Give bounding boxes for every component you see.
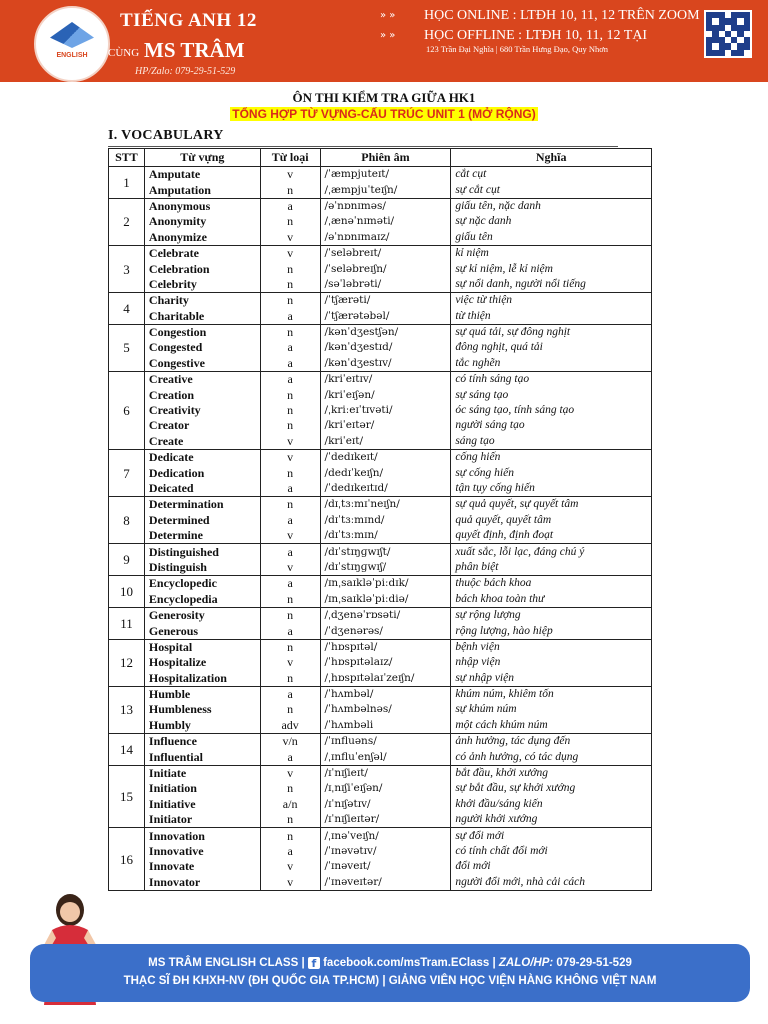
vocab-word: Congested — [144, 340, 260, 355]
meaning: có tính sáng tạo — [451, 372, 652, 388]
part-of-speech: v — [260, 560, 320, 576]
pronunciation: /kriˈeɪtər/ — [320, 418, 451, 433]
vocab-word: Initiate — [144, 765, 260, 781]
table-row — [109, 497, 652, 513]
meaning: rộng lượng, hào hiệp — [451, 623, 652, 639]
vocab-word: Initiation — [144, 781, 260, 796]
meaning: sáng tạo — [451, 434, 652, 450]
facebook-link[interactable]: facebook.com/msTram.EClass | — [323, 957, 496, 969]
pronunciation: /əˈnɒnɪməs/ — [320, 198, 451, 214]
meaning: sự sáng tạo — [451, 387, 652, 402]
table-row — [109, 465, 652, 480]
column-header: Từ loại — [260, 149, 320, 167]
meaning: tận tụy cống hiến — [451, 481, 652, 497]
pronunciation: /ɪˌnɪʃiˈeɪʃən/ — [320, 781, 451, 796]
row-number: 14 — [109, 734, 145, 766]
row-number: 10 — [109, 576, 145, 608]
table-row — [109, 340, 652, 355]
table-row — [109, 450, 652, 466]
part-of-speech: n — [260, 293, 320, 309]
section-heading: I. VOCABULARY — [108, 128, 224, 143]
vocab-word: Celebrity — [144, 277, 260, 293]
vocab-word: Distinguish — [144, 560, 260, 576]
footer-phone: 079-29-51-529 — [556, 957, 632, 969]
row-number: 7 — [109, 450, 145, 497]
meaning: sự kỉ niệm, lễ kỉ niệm — [451, 261, 652, 276]
vocab-word: Determined — [144, 513, 260, 528]
vocab-word: Anonymity — [144, 214, 260, 229]
table-row — [109, 544, 652, 560]
table-row — [109, 702, 652, 717]
meaning: có tính chất đổi mới — [451, 844, 652, 859]
meaning: quyết định, định đoạt — [451, 528, 652, 544]
vocab-word: Innovation — [144, 828, 260, 844]
vocab-word: Determination — [144, 497, 260, 513]
part-of-speech: v — [260, 859, 320, 874]
vocab-word: Determine — [144, 528, 260, 544]
table-row — [109, 372, 652, 388]
table-row — [109, 875, 652, 891]
page-subtitle — [0, 107, 768, 121]
part-of-speech: adv — [260, 718, 320, 734]
pronunciation: /kriˈeɪt/ — [320, 434, 451, 450]
part-of-speech: n — [260, 387, 320, 402]
meaning: sự nhập viện — [451, 671, 652, 687]
table-row — [109, 309, 652, 325]
part-of-speech: v — [260, 875, 320, 891]
part-of-speech: a — [260, 544, 320, 560]
pronunciation: /ˈɪnəvətɪv/ — [320, 844, 451, 859]
vocab-word: Distinguished — [144, 544, 260, 560]
pronunciation: /ɪnˌsaɪkləˈpiːdɪk/ — [320, 576, 451, 592]
meaning: nhập viện — [451, 655, 652, 670]
pronunciation: /əˈnɒnɪmaɪz/ — [320, 230, 451, 246]
meaning: khởi đầu/sáng kiến — [451, 797, 652, 812]
pronunciation: /ˈseləbreɪt/ — [320, 245, 451, 261]
part-of-speech: v — [260, 528, 320, 544]
part-of-speech: n — [260, 324, 320, 340]
column-header: STT — [109, 149, 145, 167]
table-row — [109, 245, 652, 261]
facebook-icon: f — [308, 957, 320, 969]
divider — [108, 146, 618, 147]
pronunciation: /ˌænəˈnɪməti/ — [320, 214, 451, 229]
part-of-speech: a — [260, 198, 320, 214]
row-number: 5 — [109, 324, 145, 371]
vocab-word: Charity — [144, 293, 260, 309]
pronunciation: /ˌɪnəˈveɪʃn/ — [320, 828, 451, 844]
column-header: Nghĩa — [451, 149, 652, 167]
vocab-word: Dedicate — [144, 450, 260, 466]
part-of-speech: a — [260, 340, 320, 355]
vocab-word: Anonymize — [144, 230, 260, 246]
pronunciation: /kriˈeɪʃən/ — [320, 387, 451, 402]
vocab-word: Creation — [144, 387, 260, 402]
table-row — [109, 592, 652, 608]
meaning: xuất sắc, lỗi lạc, đáng chú ý — [451, 544, 652, 560]
meaning: phân biệt — [451, 560, 652, 576]
row-number: 3 — [109, 245, 145, 292]
school-logo — [34, 6, 110, 82]
meaning: bách khoa toàn thư — [451, 592, 652, 608]
row-number: 11 — [109, 607, 145, 639]
part-of-speech: n — [260, 418, 320, 433]
footer-line-1 — [30, 957, 750, 969]
pronunciation: /ˌdʒenəˈrɒsəti/ — [320, 607, 451, 623]
part-of-speech: v — [260, 230, 320, 246]
part-of-speech: n — [260, 497, 320, 513]
meaning: người sáng tạo — [451, 418, 652, 433]
vocab-word: Creative — [144, 372, 260, 388]
table-row — [109, 859, 652, 874]
vocab-word: Amputate — [144, 167, 260, 183]
meaning: sự khúm núm — [451, 702, 652, 717]
vocab-word: Charitable — [144, 309, 260, 325]
table-row — [109, 403, 652, 418]
header-banner — [0, 0, 768, 82]
vocab-word: Humbleness — [144, 702, 260, 717]
part-of-speech: v — [260, 434, 320, 450]
pronunciation: /ˌɪnfluˈenʃəl/ — [320, 749, 451, 765]
meaning: sự cống hiến — [451, 465, 652, 480]
table-row — [109, 513, 652, 528]
pronunciation: /kənˈdʒestʃən/ — [320, 324, 451, 340]
class-name: MS TRÂM ENGLISH CLASS | — [148, 957, 305, 969]
online-classes: HỌC ONLINE : LTĐH 10, 11, 12 TRÊN ZOOM — [424, 8, 700, 23]
pronunciation: /ˌæmpjuˈteɪʃn/ — [320, 182, 451, 198]
part-of-speech: n — [260, 828, 320, 844]
meaning: sự nổi danh, người nổi tiếng — [451, 277, 652, 293]
meaning: sự cắt cụt — [451, 182, 652, 198]
footer-line-2: THẠC SĨ ĐH KHXH-NV (ĐH QUỐC GIA TP.HCM) | GIẢNG VIÊN HỌC VIỆN HÀNG KHÔNG VIỆT NAM — [123, 975, 657, 987]
part-of-speech: a — [260, 309, 320, 325]
pronunciation: /ˈhʌmbəli — [320, 718, 451, 734]
pronunciation: /kriˈeɪtɪv/ — [320, 372, 451, 388]
part-of-speech: v — [260, 655, 320, 670]
vocab-word: Generosity — [144, 607, 260, 623]
pronunciation: /dɪˈstɪŋɡwɪʃt/ — [320, 544, 451, 560]
part-of-speech: a — [260, 372, 320, 388]
page-title: ÔN THI KIỂM TRA GIỮA HK1 — [292, 90, 476, 105]
pronunciation: /kənˈdʒestɪv/ — [320, 356, 451, 372]
brand-name: MS TRÂM — [144, 38, 245, 62]
part-of-speech: n — [260, 182, 320, 198]
table-row — [109, 686, 652, 702]
brand-title: TIẾNG ANH 12 — [120, 10, 257, 31]
vocab-word: Influence — [144, 734, 260, 750]
pronunciation: /ˌkriːeɪˈtɪvəti/ — [320, 403, 451, 418]
table-row — [109, 797, 652, 812]
table-row — [109, 623, 652, 639]
row-number: 13 — [109, 686, 145, 733]
vocab-word: Hospitalize — [144, 655, 260, 670]
part-of-speech: a — [260, 844, 320, 859]
meaning: sự rộng lượng — [451, 607, 652, 623]
vocab-word: Create — [144, 434, 260, 450]
part-of-speech: a — [260, 576, 320, 592]
table-row — [109, 261, 652, 276]
row-number: 8 — [109, 497, 145, 544]
table-row — [109, 607, 652, 623]
meaning: việc từ thiện — [451, 293, 652, 309]
vocab-word: Celebrate — [144, 245, 260, 261]
pronunciation: /ˌhɒspɪtəlaɪˈzeɪʃn/ — [320, 671, 451, 687]
vocab-word: Humbly — [144, 718, 260, 734]
table-row — [109, 844, 652, 859]
pronunciation: /ˈɪnfluəns/ — [320, 734, 451, 750]
brand-phone: HP/Zalo: 079-29-51-529 — [135, 66, 236, 77]
table-row — [109, 182, 652, 198]
meaning: thuộc bách khoa — [451, 576, 652, 592]
pronunciation: /ˈhɒspɪtəl/ — [320, 639, 451, 655]
arrow-icon: » » — [380, 10, 396, 21]
part-of-speech: n — [260, 403, 320, 418]
row-number: 2 — [109, 198, 145, 245]
part-of-speech: a/n — [260, 797, 320, 812]
pronunciation: /dɪˌtɜːmɪˈneɪʃn/ — [320, 497, 451, 513]
meaning: có ảnh hưởng, có tác dụng — [451, 749, 652, 765]
table-header-row — [109, 149, 652, 167]
offline-classes: HỌC OFFLINE : LTĐH 10, 11, 12 TẠI — [424, 28, 648, 43]
meaning: đổi mới — [451, 859, 652, 874]
part-of-speech: a — [260, 686, 320, 702]
part-of-speech: n — [260, 702, 320, 717]
meaning: cắt cụt — [451, 167, 652, 183]
pronunciation: /ɪˈnɪʃieɪt/ — [320, 765, 451, 781]
table-row — [109, 356, 652, 372]
meaning: quả quyết, quyết tâm — [451, 513, 652, 528]
row-number: 4 — [109, 293, 145, 325]
zalo-label: ZALO/HP: — [498, 957, 554, 969]
part-of-speech: n — [260, 671, 320, 687]
vocab-word: Initiator — [144, 812, 260, 828]
vocab-word: Celebration — [144, 261, 260, 276]
pronunciation: /ˈhʌmbəl/ — [320, 686, 451, 702]
part-of-speech: a — [260, 749, 320, 765]
table-row — [109, 481, 652, 497]
pronunciation: /dɪˈtɜːmɪnd/ — [320, 513, 451, 528]
vocab-word: Congestive — [144, 356, 260, 372]
vocab-word: Innovative — [144, 844, 260, 859]
table-row — [109, 434, 652, 450]
vocab-word: Encyclopedic — [144, 576, 260, 592]
pronunciation: /dɪˈstɪŋɡwɪʃ/ — [320, 560, 451, 576]
meaning: đông nghịt, quá tải — [451, 340, 652, 355]
meaning: cống hiến — [451, 450, 652, 466]
meaning: một cách khúm núm — [451, 718, 652, 734]
vocab-word: Hospital — [144, 639, 260, 655]
arrow-icon: » » — [380, 30, 396, 41]
pronunciation: /ˈdedɪkeɪtɪd/ — [320, 481, 451, 497]
table-row — [109, 639, 652, 655]
book-logo-icon — [50, 22, 94, 48]
part-of-speech: v/n — [260, 734, 320, 750]
row-number: 12 — [109, 639, 145, 686]
logo-mark: ENGLISH — [56, 52, 88, 59]
table-row — [109, 734, 652, 750]
pronunciation: /ˈhʌmbəlnəs/ — [320, 702, 451, 717]
pronunciation: /ˈhɒspɪtəlaɪz/ — [320, 655, 451, 670]
brand-prefix: CÙNG — [108, 47, 140, 59]
row-number: 9 — [109, 544, 145, 576]
vocab-word: Amputation — [144, 182, 260, 198]
table-row — [109, 781, 652, 796]
qr-code-icon — [704, 10, 752, 58]
table-row — [109, 528, 652, 544]
part-of-speech: n — [260, 607, 320, 623]
table-row — [109, 214, 652, 229]
pronunciation: /kənˈdʒestɪd/ — [320, 340, 451, 355]
part-of-speech: n — [260, 781, 320, 796]
part-of-speech: n — [260, 261, 320, 276]
part-of-speech: v — [260, 765, 320, 781]
meaning: ảnh hưởng, tác dụng đến — [451, 734, 652, 750]
table-row — [109, 230, 652, 246]
pronunciation: /dedɪˈkeɪʃn/ — [320, 465, 451, 480]
vocab-word: Creativity — [144, 403, 260, 418]
table-row — [109, 293, 652, 309]
meaning: giấu tên, nặc danh — [451, 198, 652, 214]
vocab-word: Generous — [144, 623, 260, 639]
table-row — [109, 387, 652, 402]
part-of-speech: a — [260, 623, 320, 639]
part-of-speech: v — [260, 245, 320, 261]
column-header: Từ vựng — [144, 149, 260, 167]
pronunciation: /ɪnˌsaɪkləˈpiːdiə/ — [320, 592, 451, 608]
pronunciation: /ˈtʃærətəbəl/ — [320, 309, 451, 325]
part-of-speech: n — [260, 812, 320, 828]
pronunciation: /ˈseləbreɪʃn/ — [320, 261, 451, 276]
meaning: kỉ niệm — [451, 245, 652, 261]
column-header: Phiên âm — [320, 149, 451, 167]
pronunciation: /dɪˈtɜːmɪn/ — [320, 528, 451, 544]
pronunciation: /ɪˈnɪʃətɪv/ — [320, 797, 451, 812]
meaning: giấu tên — [451, 230, 652, 246]
row-number: 1 — [109, 167, 145, 199]
vocabulary-table — [108, 148, 652, 891]
row-number: 6 — [109, 372, 145, 450]
table-row — [109, 765, 652, 781]
pronunciation: /ˈɪnəveɪt/ — [320, 859, 451, 874]
meaning: sự quả quyết, sự quyết tâm — [451, 497, 652, 513]
vocab-word: Innovator — [144, 875, 260, 891]
footer-bar — [30, 944, 750, 1002]
vocab-word: Deicated — [144, 481, 260, 497]
meaning: tắc nghẽn — [451, 356, 652, 372]
part-of-speech: a — [260, 481, 320, 497]
part-of-speech: a — [260, 513, 320, 528]
table-row — [109, 198, 652, 214]
part-of-speech: v — [260, 450, 320, 466]
vocab-word: Dedication — [144, 465, 260, 480]
vocab-word: Creator — [144, 418, 260, 433]
row-number: 15 — [109, 765, 145, 828]
page-subtitle-text: TỔNG HỢP TỪ VỰNG-CẤU TRÚC UNIT 1 (MỞ RỘNG) — [232, 107, 536, 121]
part-of-speech: a — [260, 356, 320, 372]
part-of-speech: n — [260, 465, 320, 480]
table-row — [109, 418, 652, 433]
table-row — [109, 749, 652, 765]
part-of-speech: n — [260, 277, 320, 293]
table-row — [109, 560, 652, 576]
pronunciation: /ˈæmpjuteɪt/ — [320, 167, 451, 183]
part-of-speech: n — [260, 592, 320, 608]
meaning: óc sáng tạo, tính sáng tạo — [451, 403, 652, 418]
part-of-speech: n — [260, 639, 320, 655]
meaning: sự bắt đầu, sự khởi xướng — [451, 781, 652, 796]
table-row — [109, 655, 652, 670]
pronunciation: /səˈləbrəti/ — [320, 277, 451, 293]
meaning: sự đổi mới — [451, 828, 652, 844]
meaning: người đổi mới, nhà cải cách — [451, 875, 652, 891]
table-row — [109, 671, 652, 687]
part-of-speech: v — [260, 167, 320, 183]
vocab-word: Influential — [144, 749, 260, 765]
part-of-speech: n — [260, 214, 320, 229]
pronunciation: /ˈdʒenərəs/ — [320, 623, 451, 639]
pronunciation: /ˈtʃærəti/ — [320, 293, 451, 309]
meaning: sự quá tải, sự đông nghịt — [451, 324, 652, 340]
vocab-word: Humble — [144, 686, 260, 702]
vocab-word: Congestion — [144, 324, 260, 340]
pronunciation: /ɪˈnɪʃieɪtər/ — [320, 812, 451, 828]
meaning: từ thiện — [451, 309, 652, 325]
vocab-word: Innovate — [144, 859, 260, 874]
pronunciation: /ˈɪnəveɪtər/ — [320, 875, 451, 891]
table-row — [109, 324, 652, 340]
meaning: khúm núm, khiêm tốn — [451, 686, 652, 702]
table-row — [109, 828, 652, 844]
address: 123 Trần Đại Nghĩa | 680 Trần Hưng Đạo, Quy Nhơn — [426, 44, 608, 54]
vocab-word: Initiative — [144, 797, 260, 812]
meaning: bệnh viện — [451, 639, 652, 655]
meaning: bắt đầu, khởi xướng — [451, 765, 652, 781]
table-row — [109, 718, 652, 734]
table-row — [109, 576, 652, 592]
vocab-word: Encyclopedia — [144, 592, 260, 608]
meaning: người khởi xướng — [451, 812, 652, 828]
pronunciation: /ˈdedɪkeɪt/ — [320, 450, 451, 466]
vocab-word: Anonymous — [144, 198, 260, 214]
vocab-word: Hospitalization — [144, 671, 260, 687]
table-row — [109, 812, 652, 828]
meaning: sự nặc danh — [451, 214, 652, 229]
row-number: 16 — [109, 828, 145, 891]
table-row — [109, 277, 652, 293]
table-row — [109, 167, 652, 183]
